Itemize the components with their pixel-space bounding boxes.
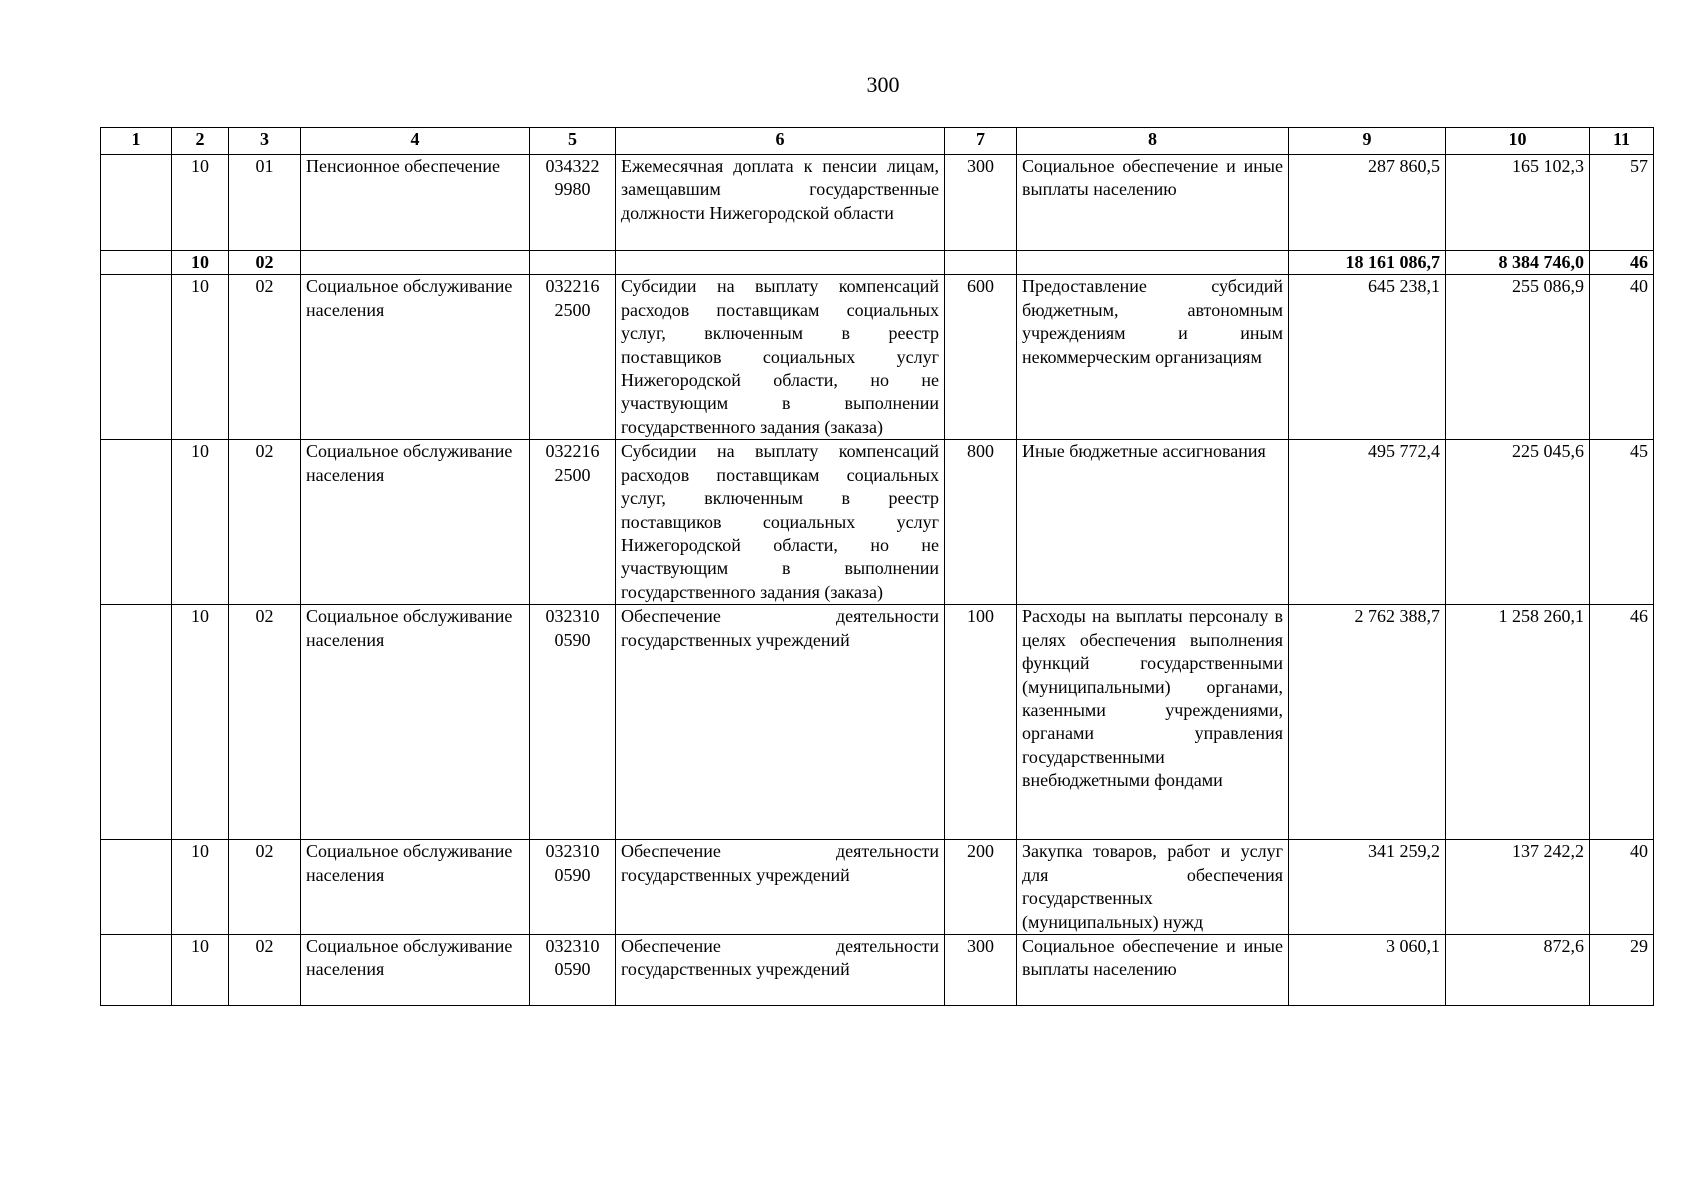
cell-expense-type-name: Предоставление субсидий бюджетным, автономным учреждениям и иным некоммерческим организациям [1017, 275, 1289, 440]
cell-planned: 287 860,5 [1289, 155, 1446, 251]
cell-subsection: 02 [229, 935, 301, 1006]
cell-expense-type: 300 [945, 935, 1017, 1006]
cell-col1 [101, 275, 172, 440]
cell-col1 [101, 935, 172, 1006]
cell-col1 [101, 605, 172, 840]
column-header: 7 [945, 128, 1017, 155]
cell-planned: 341 259,2 [1289, 840, 1446, 935]
cell-executed: 225 045,6 [1446, 440, 1590, 605]
cell-section: 10 [172, 155, 229, 251]
cell-executed: 872,6 [1446, 935, 1590, 1006]
column-header: 10 [1446, 128, 1590, 155]
header-row [101, 128, 1654, 155]
cell-executed: 8 384 746,0 [1446, 251, 1590, 275]
table-row [101, 840, 1654, 935]
cell-percent: 46 [1590, 605, 1654, 840]
cell-expense-type-name: Закупка товаров, работ и услуг для обеспечения государственных (муниципальных) нужд [1017, 840, 1289, 935]
cell-target-name: Субсидии на выплату компенсаций расходов поставщикам социальных услуг, включенным в реестр поставщиков социальных услуг Нижегородской области, но не участвующим в выполнении государственного задания (заказа) [616, 440, 945, 605]
cell-col1 [101, 155, 172, 251]
cell-subsection: 02 [229, 440, 301, 605]
cell-target-code [530, 251, 616, 275]
column-header: 6 [616, 128, 945, 155]
cell-subsection-name: Социальное обслуживание населения [301, 840, 530, 935]
cell-executed: 255 086,9 [1446, 275, 1590, 440]
cell-subsection-name [301, 251, 530, 275]
cell-subsection-name: Пенсионное обеспечение [301, 155, 530, 251]
cell-subsection: 02 [229, 840, 301, 935]
cell-planned: 645 238,1 [1289, 275, 1446, 440]
cell-target-code: 032216 2500 [530, 440, 616, 605]
cell-target-code: 032310 0590 [530, 935, 616, 1006]
cell-target-name [616, 251, 945, 275]
table-row [101, 440, 1654, 605]
cell-executed: 165 102,3 [1446, 155, 1590, 251]
column-header: 3 [229, 128, 301, 155]
cell-percent: 46 [1590, 251, 1654, 275]
table-row-total [101, 251, 1654, 275]
cell-executed: 137 242,2 [1446, 840, 1590, 935]
cell-planned: 2 762 388,7 [1289, 605, 1446, 840]
cell-percent: 40 [1590, 275, 1654, 440]
cell-subsection: 01 [229, 155, 301, 251]
column-header: 1 [101, 128, 172, 155]
cell-section: 10 [172, 840, 229, 935]
page-number: 300 [866, 72, 900, 97]
cell-percent: 29 [1590, 935, 1654, 1006]
cell-target-code: 032216 2500 [530, 275, 616, 440]
cell-subsection-name: Социальное обслуживание населения [301, 935, 530, 1006]
cell-percent: 40 [1590, 840, 1654, 935]
cell-percent: 57 [1590, 155, 1654, 251]
cell-expense-type: 100 [945, 605, 1017, 840]
column-header: 11 [1590, 128, 1654, 155]
cell-target-name: Субсидии на выплату компенсаций расходов поставщикам социальных услуг, включенным в реестр поставщиков социальных услуг Нижегородской области, но не участвующим в выполнении государственного задания (заказа) [616, 275, 945, 440]
cell-target-name: Обеспечение деятельности государственных учреждений [616, 935, 945, 1006]
cell-planned: 3 060,1 [1289, 935, 1446, 1006]
cell-percent: 45 [1590, 440, 1654, 605]
cell-target-code: 034322 9980 [530, 155, 616, 251]
cell-subsection: 02 [229, 251, 301, 275]
column-header: 5 [530, 128, 616, 155]
column-header: 2 [172, 128, 229, 155]
cell-expense-type-name: Социальное обеспечение и иные выплаты населению [1017, 155, 1289, 251]
cell-expense-type-name: Расходы на выплаты персоналу в целях обеспечения выполнения функций государственными (муниципальными) органами, казенными учреждениями, органами управления государственными внебюджетными фондами [1017, 605, 1289, 840]
cell-subsection-name: Социальное обслуживание населения [301, 440, 530, 605]
column-header: 9 [1289, 128, 1446, 155]
column-header: 4 [301, 128, 530, 155]
table-row [101, 935, 1654, 1006]
cell-planned: 18 161 086,7 [1289, 251, 1446, 275]
cell-target-name: Обеспечение деятельности государственных учреждений [616, 840, 945, 935]
cell-expense-type [945, 251, 1017, 275]
cell-subsection: 02 [229, 275, 301, 440]
cell-planned: 495 772,4 [1289, 440, 1446, 605]
cell-expense-type: 600 [945, 275, 1017, 440]
table-row [101, 605, 1654, 840]
cell-section: 10 [172, 605, 229, 840]
cell-target-code: 032310 0590 [530, 840, 616, 935]
cell-target-name: Ежемесячная доплата к пенсии лицам, замещавшим государственные должности Нижегородской области [616, 155, 945, 251]
cell-col1 [101, 440, 172, 605]
column-header: 8 [1017, 128, 1289, 155]
cell-subsection-name: Социальное обслуживание населения [301, 605, 530, 840]
table-row [101, 155, 1654, 251]
table-row [101, 275, 1654, 440]
budget-table [100, 127, 1654, 1006]
cell-subsection: 02 [229, 605, 301, 840]
cell-executed: 1 258 260,1 [1446, 605, 1590, 840]
cell-section: 10 [172, 440, 229, 605]
cell-section: 10 [172, 935, 229, 1006]
cell-target-name: Обеспечение деятельности государственных учреждений [616, 605, 945, 840]
cell-section: 10 [172, 251, 229, 275]
cell-expense-type: 200 [945, 840, 1017, 935]
cell-subsection-name: Социальное обслуживание населения [301, 275, 530, 440]
cell-expense-type: 800 [945, 440, 1017, 605]
cell-target-code: 032310 0590 [530, 605, 616, 840]
cell-col1 [101, 251, 172, 275]
cell-section: 10 [172, 275, 229, 440]
cell-expense-type-name: Социальное обеспечение и иные выплаты населению [1017, 935, 1289, 1006]
cell-expense-type: 300 [945, 155, 1017, 251]
cell-expense-type-name: Иные бюджетные ассигнования [1017, 440, 1289, 605]
cell-expense-type-name [1017, 251, 1289, 275]
cell-col1 [101, 840, 172, 935]
